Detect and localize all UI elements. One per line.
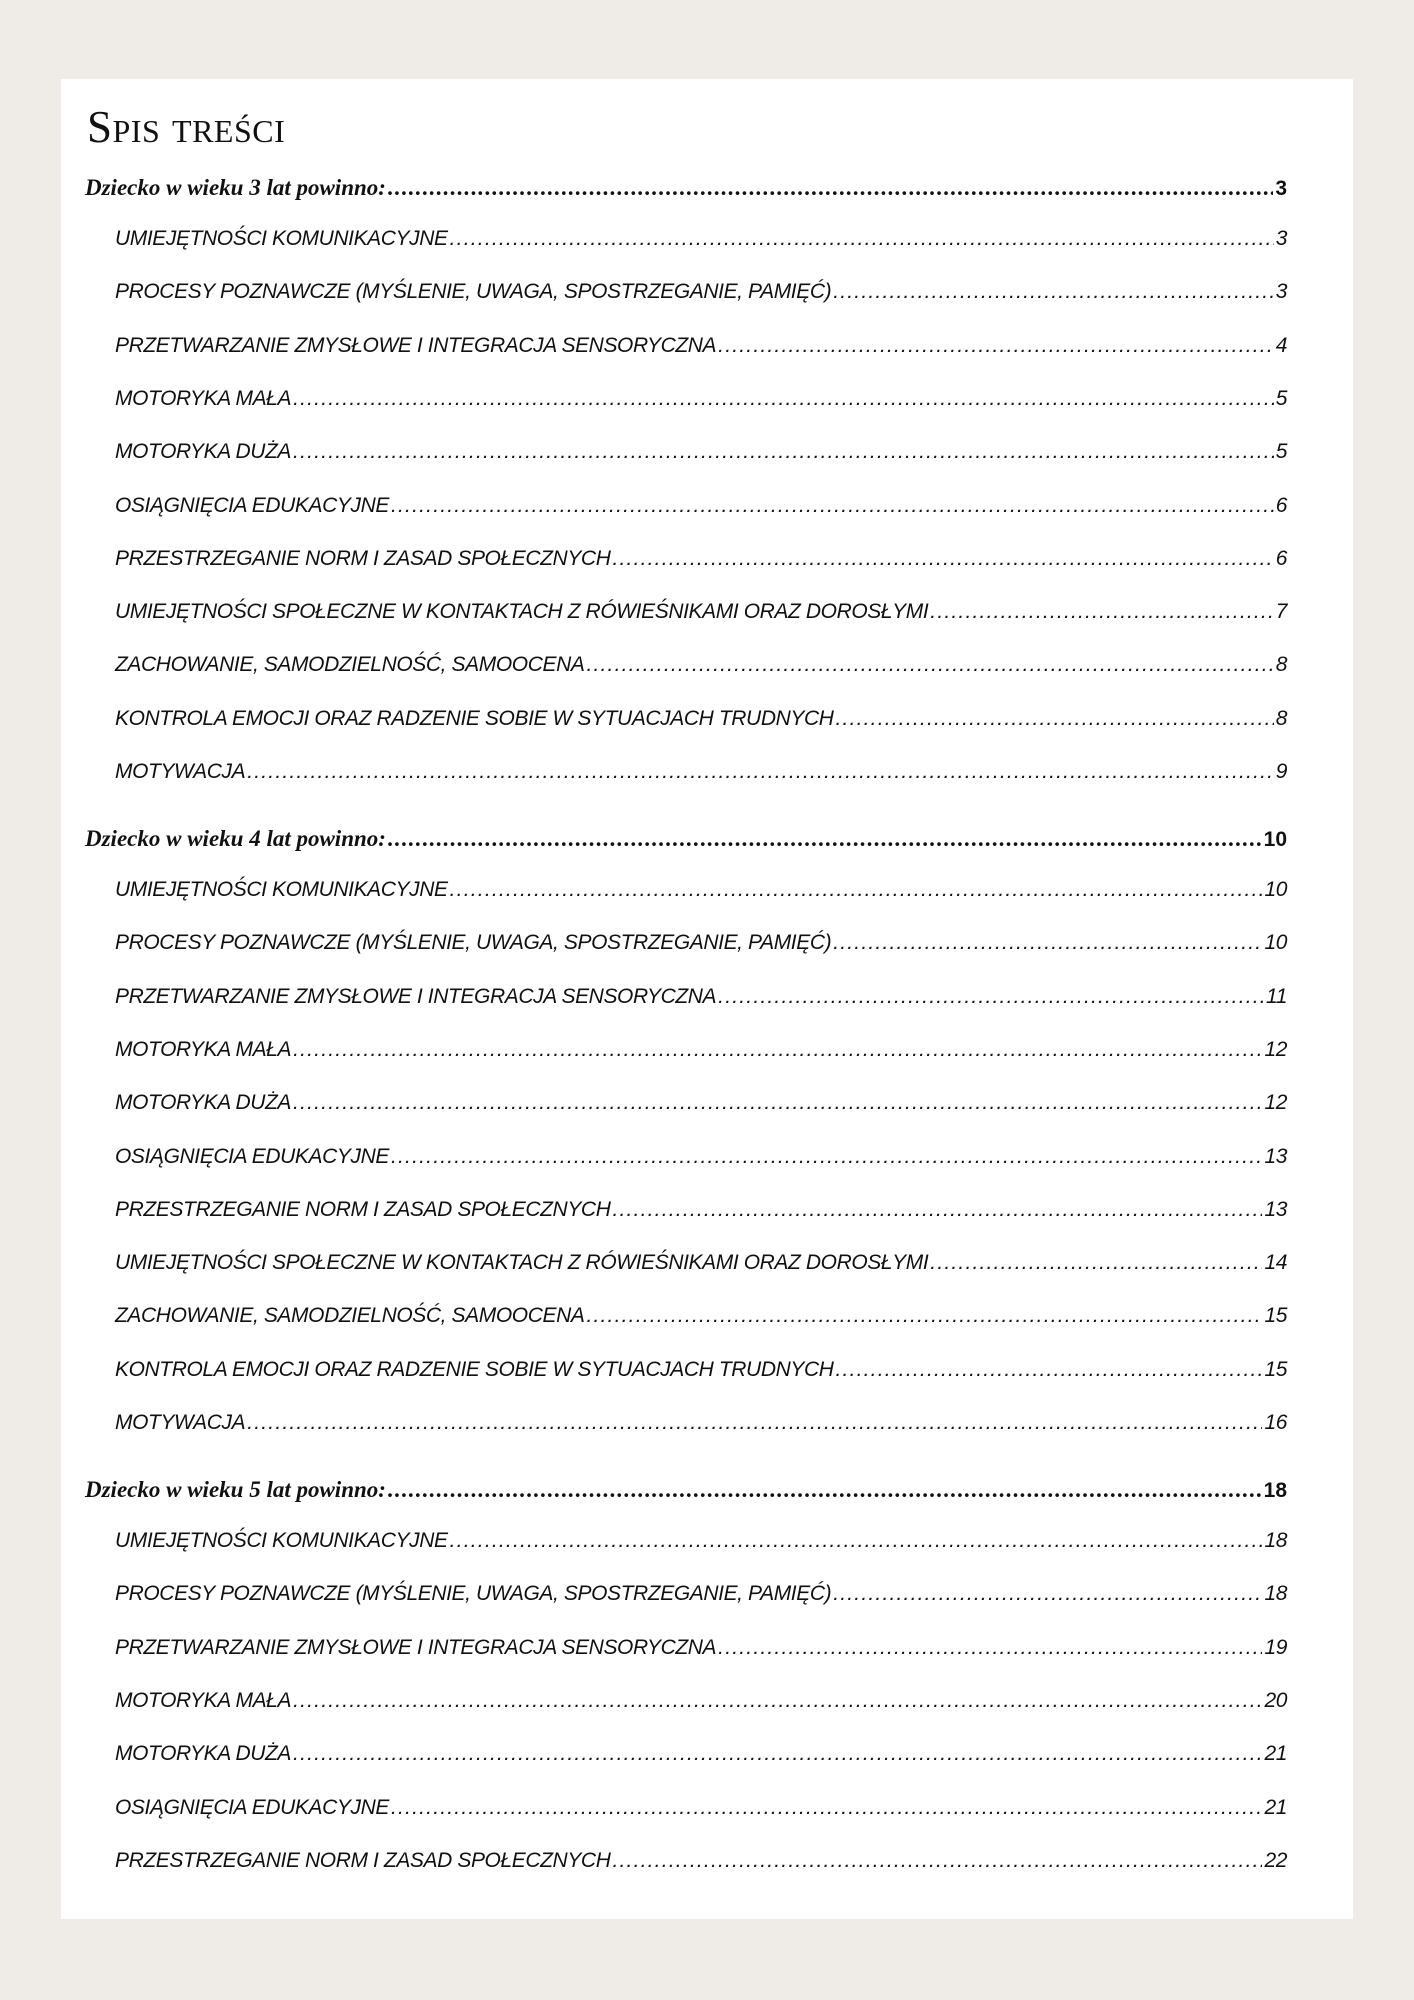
toc-dot-leader [293, 1038, 1262, 1062]
toc-entry[interactable] [115, 1091, 1287, 1115]
toc-entry-label: UMIEJĘTNOŚCI KOMUNIKACYJNE [115, 878, 448, 901]
toc-page-number: 18 [1263, 1479, 1287, 1502]
toc-page-number: 18 [1264, 1582, 1287, 1606]
toc-dot-leader [833, 280, 1274, 304]
toc-entry-label: Dziecko w wieku 5 lat powinno: [85, 1477, 386, 1502]
toc-page-number: 19 [1264, 1635, 1287, 1659]
toc-entry-label: PRZESTRZEGANIE NORM I ZASAD SPOŁECZNYCH [115, 1848, 611, 1872]
toc-dot-leader [612, 547, 1273, 571]
toc-section-heading[interactable] [85, 1477, 1287, 1503]
toc-entry[interactable] [115, 1689, 1287, 1713]
toc-dot-leader [586, 1304, 1262, 1328]
toc-entry-label: UMIEJĘTNOŚCI SPOŁECZNE W KONTAKTACH Z RÓWIEŚNIKAMI ORAZ DOROSŁYMI [115, 600, 929, 624]
toc-dot-leader [450, 227, 1274, 251]
toc-entry-label: UMIEJĘTNOŚCI SPOŁECZNE W KONTAKTACH Z RÓWIEŚNIKAMI ORAZ DOROSŁYMI [115, 1251, 929, 1275]
toc-page-number: 12 [1264, 1091, 1287, 1115]
toc-dot-leader [930, 1251, 1262, 1275]
toc-entry[interactable] [115, 227, 1287, 251]
toc-dot-leader [718, 985, 1264, 1009]
toc-page-number: 18 [1264, 1529, 1287, 1552]
toc-dot-leader [293, 387, 1274, 411]
page-title: Spis treści [87, 102, 286, 152]
toc-entry[interactable] [115, 1742, 1287, 1766]
toc-page-number: 6 [1275, 546, 1287, 570]
toc-entry-label: PRZESTRZEGANIE NORM I ZASAD SPOŁECZNYCH [115, 1197, 611, 1221]
toc-entry[interactable] [115, 1849, 1287, 1873]
toc-dot-leader [718, 1636, 1262, 1660]
toc-entry-label: PRZESTRZEGANIE NORM I ZASAD SPOŁECZNYCH [115, 546, 611, 570]
toc-dot-leader [388, 175, 1273, 201]
toc-page-number: 22 [1264, 1848, 1287, 1872]
toc-entry-label: PRZETWARZANIE ZMYSŁOWE I INTEGRACJA SENSORYCZNA [115, 1635, 717, 1659]
toc-entry-label: MOTORYKA MAŁA [115, 1688, 292, 1712]
toc-page-number: 10 [1263, 828, 1287, 851]
toc-entry[interactable] [115, 387, 1287, 411]
toc-entry-label: OSIĄGNIĘCIA EDUKACYJNE [115, 1144, 389, 1168]
toc-entry[interactable] [115, 1145, 1287, 1169]
document-page [61, 79, 1353, 1919]
toc-entry[interactable] [115, 1251, 1287, 1275]
toc-entry-label: PRZETWARZANIE ZMYSŁOWE I INTEGRACJA SENSORYCZNA [115, 333, 717, 357]
toc-entry[interactable] [115, 1038, 1287, 1062]
toc-page-number: 8 [1275, 706, 1287, 730]
toc-dot-leader [388, 1477, 1262, 1503]
toc-entry[interactable] [115, 1582, 1287, 1606]
toc-dot-leader [247, 760, 1274, 784]
toc-dot-leader [293, 1689, 1262, 1713]
toc-entry[interactable] [115, 1796, 1287, 1820]
toc-dot-leader [293, 440, 1274, 464]
toc-page-number: 20 [1264, 1688, 1287, 1712]
toc-dot-leader [930, 600, 1273, 624]
toc-dot-leader [612, 1849, 1262, 1873]
toc-entry[interactable] [115, 985, 1287, 1009]
toc-dot-leader [388, 826, 1262, 852]
toc-section-heading[interactable] [85, 826, 1287, 852]
toc-entry[interactable] [115, 931, 1287, 955]
toc-entry[interactable] [115, 280, 1287, 304]
toc-page-number: 6 [1275, 493, 1287, 517]
toc-dot-leader [450, 1529, 1263, 1553]
toc-entry-label: UMIEJĘTNOŚCI KOMUNIKACYJNE [115, 1529, 448, 1552]
toc-entry-label: ZACHOWANIE, SAMODZIELNOŚĆ, SAMOOCENA [115, 1304, 585, 1328]
toc-page-number: 10 [1264, 931, 1287, 955]
toc-entry-label: KONTROLA EMOCJI ORAZ RADZENIE SOBIE W SYTUACJACH TRUDNYCH [115, 706, 834, 730]
toc-entry[interactable] [115, 494, 1287, 518]
toc-entry[interactable] [115, 760, 1287, 784]
toc-entry-label: ZACHOWANIE, SAMODZIELNOŚĆ, SAMOOCENA [115, 653, 585, 677]
toc-dot-leader [247, 1411, 1262, 1435]
toc-entry-label: Dziecko w wieku 3 lat powinno: [85, 175, 386, 200]
toc-dot-leader [293, 1091, 1262, 1115]
toc-entry[interactable] [115, 1358, 1287, 1382]
toc-entry-label: PROCESY POZNAWCZE (MYŚLENIE, UWAGA, SPOSTRZEGANIE, PAMIĘĆ) [115, 280, 832, 304]
toc-page-number: 5 [1275, 386, 1287, 410]
toc-page-number: 9 [1275, 760, 1287, 783]
toc-entry-label: PROCESY POZNAWCZE (MYŚLENIE, UWAGA, SPOSTRZEGANIE, PAMIĘĆ) [115, 931, 832, 955]
toc-page-number: 13 [1264, 1197, 1287, 1221]
toc-entry[interactable] [115, 1529, 1287, 1553]
toc-entry-label: MOTORYKA DUŻA [115, 440, 292, 464]
toc-entry-label: MOTORYKA DUŻA [115, 1091, 292, 1115]
toc-entry[interactable] [115, 547, 1287, 571]
toc-entry[interactable] [115, 878, 1287, 902]
toc-page-number: 13 [1264, 1144, 1287, 1168]
toc-entry[interactable] [115, 1304, 1287, 1328]
toc-entry-label: OSIĄGNIĘCIA EDUKACYJNE [115, 1795, 389, 1819]
toc-dot-leader [586, 653, 1273, 677]
toc-entry[interactable] [115, 1198, 1287, 1222]
toc-entry-label: MOTYWACJA [115, 1411, 246, 1434]
toc-dot-leader [836, 1358, 1263, 1382]
toc-entry-label: PRZETWARZANIE ZMYSŁOWE I INTEGRACJA SENSORYCZNA [115, 984, 717, 1008]
toc-page-number: 3 [1275, 227, 1287, 250]
toc-entry[interactable] [115, 334, 1287, 358]
toc-entry[interactable] [115, 653, 1287, 677]
toc-dot-leader [718, 334, 1274, 358]
toc-page-number: 8 [1275, 653, 1287, 677]
toc-dot-leader [612, 1198, 1262, 1222]
toc-dot-leader [293, 1742, 1262, 1766]
toc-entry-label: MOTORYKA MAŁA [115, 386, 292, 410]
toc-page-number: 14 [1264, 1251, 1287, 1275]
toc-page-number: 10 [1264, 878, 1287, 901]
toc-page-number: 5 [1275, 440, 1287, 464]
toc-page-number: 15 [1264, 1357, 1287, 1381]
toc-section-heading[interactable] [85, 175, 1287, 201]
toc-page-number: 7 [1275, 600, 1287, 624]
toc-entry[interactable] [115, 600, 1287, 624]
toc-page-number: 15 [1264, 1304, 1287, 1328]
toc-page-number: 12 [1264, 1037, 1287, 1061]
toc-dot-leader [836, 707, 1274, 731]
toc-entry-label: Dziecko w wieku 4 lat powinno: [85, 826, 386, 851]
toc-entry-label: OSIĄGNIĘCIA EDUKACYJNE [115, 493, 389, 517]
toc-dot-leader [391, 494, 1274, 518]
toc-entry-label: MOTYWACJA [115, 760, 246, 783]
toc-dot-leader [833, 1582, 1262, 1606]
toc-entry-label: MOTORYKA MAŁA [115, 1037, 292, 1061]
toc-entry[interactable] [115, 1636, 1287, 1660]
toc-page-number: 3 [1275, 177, 1287, 200]
toc-entry[interactable] [115, 1411, 1287, 1435]
toc-page-number: 21 [1264, 1742, 1287, 1766]
toc-page-number: 21 [1264, 1795, 1287, 1819]
toc-page-number: 16 [1264, 1411, 1287, 1434]
toc-entry-label: UMIEJĘTNOŚCI KOMUNIKACYJNE [115, 227, 448, 250]
toc-dot-leader [833, 931, 1262, 955]
toc-entry[interactable] [115, 440, 1287, 464]
toc-entry-label: KONTROLA EMOCJI ORAZ RADZENIE SOBIE W SYTUACJACH TRUDNYCH [115, 1357, 834, 1381]
toc-dot-leader [450, 878, 1263, 902]
toc-page-number: 11 [1266, 984, 1287, 1008]
toc-page-number: 4 [1275, 333, 1287, 357]
toc-entry[interactable] [115, 707, 1287, 731]
toc-dot-leader [391, 1796, 1262, 1820]
toc-page-number: 3 [1275, 280, 1287, 304]
toc-dot-leader [391, 1145, 1262, 1169]
toc-entry-label: MOTORYKA DUŻA [115, 1742, 292, 1766]
toc-entry-label: PROCESY POZNAWCZE (MYŚLENIE, UWAGA, SPOSTRZEGANIE, PAMIĘĆ) [115, 1582, 832, 1606]
